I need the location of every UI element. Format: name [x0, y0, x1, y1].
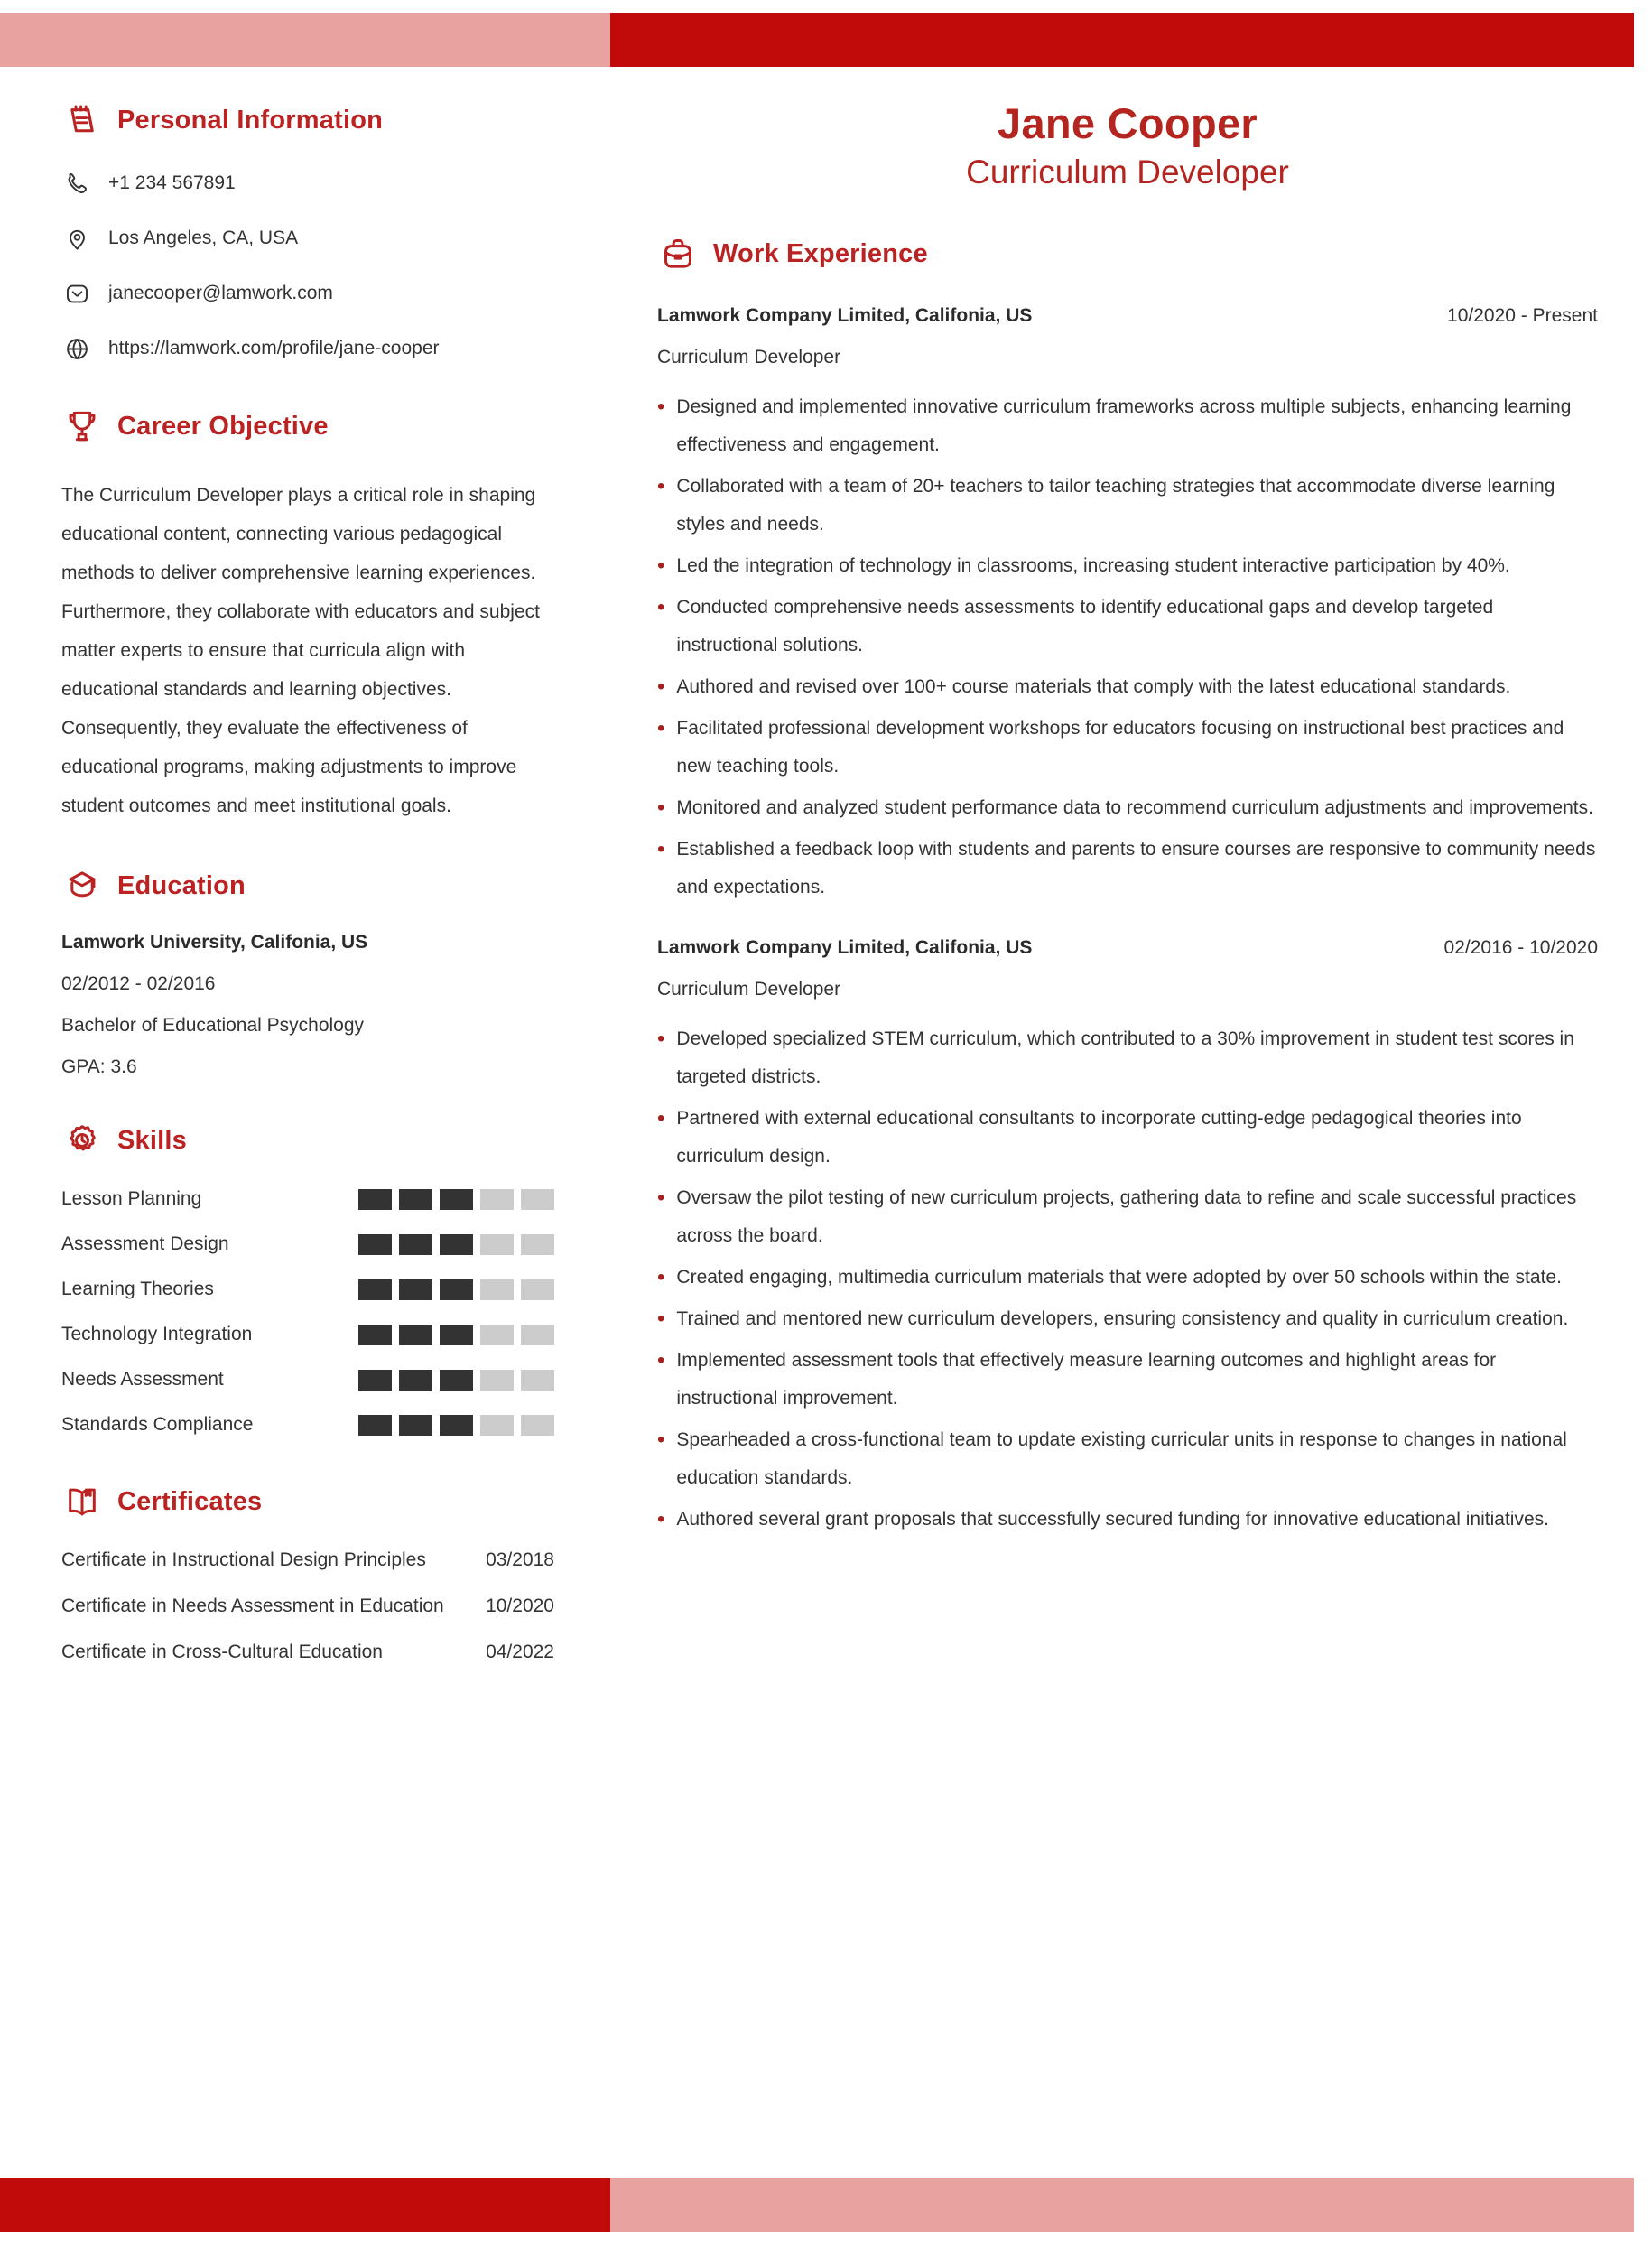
skill-level-meter: [358, 1370, 554, 1391]
gear-icon: [61, 1120, 103, 1161]
bottom-bar-pink-segment: [610, 2178, 1634, 2232]
contact-row-email: [61, 278, 554, 309]
job-bullet: [657, 789, 1598, 827]
skills-heading: [61, 1120, 554, 1161]
section-personal-information: [61, 99, 554, 364]
globe-icon: [61, 333, 92, 364]
person-name: Jane Cooper: [998, 99, 1258, 147]
skill-level-meter: [358, 1189, 554, 1210]
section-skills: [61, 1120, 554, 1436]
career-objective-heading: [61, 405, 554, 447]
skills-title: Skills: [117, 1125, 187, 1155]
job-role: Curriculum Developer: [657, 979, 841, 1000]
certificate-date: 04/2022: [486, 1642, 554, 1663]
skill-level-meter: [358, 1325, 554, 1345]
certificate-name: Certificate in Needs Assessment in Education: [61, 1595, 444, 1617]
job-bullet-text: Established a feedback loop with students and parents to ensure courses are responsive to community needs and expectations.: [676, 839, 1596, 898]
skill-block-filled: [399, 1189, 432, 1210]
skill-block-filled: [358, 1370, 392, 1391]
resume-body: [0, 99, 1652, 1688]
bullet-dot-icon: •: [657, 795, 665, 821]
skill-row: [61, 1324, 554, 1345]
education-dates: 02/2012 - 02/2016: [61, 973, 216, 995]
skill-block-filled: [440, 1234, 473, 1255]
job-bullet-text: Designed and implemented innovative curriculum frameworks across multiple subjects, enhancing learning effectiveness and engagement.: [676, 396, 1572, 456]
contact-row-location: [61, 223, 554, 254]
skill-row: [61, 1414, 554, 1436]
briefcase-icon: [657, 233, 699, 274]
contact-phone-value: +1 234 567891: [108, 172, 236, 194]
skill-block-empty: [521, 1325, 554, 1345]
skill-block-filled: [399, 1279, 432, 1300]
bottom-bar-red-segment: [0, 2178, 610, 2232]
job-bullet-list: [657, 1020, 1598, 1539]
skill-block-filled: [440, 1325, 473, 1345]
job-bullet: [657, 1501, 1598, 1539]
bullet-dot-icon: •: [657, 1106, 665, 1131]
career-objective-title: Career Objective: [117, 411, 329, 441]
skill-name: Lesson Planning: [61, 1188, 202, 1210]
job-bullet: [657, 1300, 1598, 1338]
skill-block-empty: [521, 1234, 554, 1255]
skill-block-filled: [440, 1370, 473, 1391]
skill-block-filled: [358, 1234, 392, 1255]
bullet-dot-icon: •: [657, 837, 665, 862]
skill-block-filled: [399, 1415, 432, 1436]
education-degree: Bachelor of Educational Psychology: [61, 1015, 365, 1037]
skill-block-filled: [358, 1415, 392, 1436]
skill-block-filled: [399, 1370, 432, 1391]
job-bullet-list: [657, 388, 1598, 907]
job-role: Curriculum Developer: [657, 347, 841, 368]
job-header: [657, 305, 1598, 327]
job-bullet-text: Authored and revised over 100+ course materials that comply with the latest educational standards.: [676, 676, 1511, 698]
job-bullet-text: Implemented assessment tools that effectively measure learning outcomes and highlight areas for instructional improvement.: [676, 1350, 1497, 1409]
skill-list: [61, 1188, 554, 1436]
skill-block-filled: [440, 1189, 473, 1210]
bullet-dot-icon: •: [657, 1027, 665, 1052]
skill-block-empty: [521, 1189, 554, 1210]
skill-row: [61, 1279, 554, 1300]
bullet-dot-icon: •: [657, 1428, 665, 1453]
certificate-list: [61, 1549, 554, 1663]
skill-block-empty: [480, 1234, 514, 1255]
job-bullet: [657, 468, 1598, 544]
graduation-cap-icon: [61, 865, 103, 907]
certificate-name: Certificate in Cross-Cultural Education: [61, 1642, 383, 1663]
job-dates: 02/2016 - 10/2020: [1443, 937, 1598, 959]
bullet-dot-icon: •: [657, 553, 665, 579]
skill-block-filled: [399, 1234, 432, 1255]
job-bullet-text: Conducted comprehensive needs assessments to identify educational gaps and develop targeted instructional solutions.: [676, 597, 1494, 656]
job-bullet: [657, 831, 1598, 907]
skill-level-meter: [358, 1279, 554, 1300]
skill-level-meter: [358, 1415, 554, 1436]
skill-name: Assessment Design: [61, 1233, 229, 1255]
bottom-decorative-bar: [0, 2178, 1634, 2232]
work-experience-title: Work Experience: [713, 238, 928, 268]
certificates-title: Certificates: [117, 1486, 263, 1516]
skill-block-empty: [480, 1415, 514, 1436]
certificates-heading: [61, 1481, 554, 1522]
skill-row: [61, 1369, 554, 1391]
job-bullet: [657, 710, 1598, 786]
skill-block-filled: [399, 1325, 432, 1345]
skill-block-empty: [480, 1279, 514, 1300]
job-bullet: [657, 388, 1598, 464]
person-role: Curriculum Developer: [966, 153, 1289, 191]
bullet-dot-icon: •: [657, 474, 665, 499]
top-decorative-bar: [0, 13, 1634, 67]
certificate-date: 03/2018: [486, 1549, 554, 1571]
job-bullet: [657, 1421, 1598, 1497]
job-bullet-text: Trained and mentored new curriculum developers, ensuring consistency and quality in curriculum creation.: [676, 1308, 1569, 1330]
skill-block-filled: [440, 1279, 473, 1300]
section-work-experience: [657, 233, 1598, 1539]
personal-information-title: Personal Information: [117, 105, 384, 135]
skill-block-filled: [358, 1325, 392, 1345]
job-header: [657, 937, 1598, 959]
skill-row: [61, 1233, 554, 1255]
certificate-row: [61, 1549, 554, 1571]
job-dates: 10/2020 - Present: [1447, 305, 1598, 327]
job-bullet-text: Facilitated professional development workshops for educators focusing on instructional best practices and new teaching tools.: [676, 718, 1564, 777]
education-title: Education: [117, 870, 246, 900]
job-bullet: [657, 1100, 1598, 1176]
job-bullet-text: Oversaw the pilot testing of new curriculum projects, gathering data to refine and scale successful practices across the board.: [676, 1187, 1577, 1247]
top-bar-red-segment: [610, 13, 1634, 67]
job-bullet: [657, 589, 1598, 665]
skill-name: Standards Compliance: [61, 1414, 254, 1436]
bullet-dot-icon: •: [657, 1348, 665, 1373]
job-company: Lamwork Company Limited, Califonia, US: [657, 305, 1033, 327]
skill-level-meter: [358, 1234, 554, 1255]
job-entry: [657, 305, 1598, 907]
education-entry: [61, 932, 554, 1078]
skill-block-filled: [440, 1415, 473, 1436]
contact-row-website: [61, 333, 554, 364]
skill-name: Technology Integration: [61, 1324, 253, 1345]
section-career-objective: [61, 405, 554, 825]
certificate-row: [61, 1595, 554, 1617]
education-gpa: GPA: 3.6: [61, 1056, 137, 1078]
job-bullet: [657, 1342, 1598, 1418]
certificate-date: 10/2020: [486, 1595, 554, 1617]
location-icon: [61, 223, 92, 254]
skill-block-filled: [358, 1189, 392, 1210]
book-icon: [61, 1481, 103, 1522]
top-bar-pink-segment: [0, 13, 610, 67]
name-block: [657, 99, 1598, 193]
job-bullet-text: Developed specialized STEM curriculum, which contributed to a 30% improvement in student test scores in targeted districts.: [676, 1028, 1574, 1088]
work-experience-heading: [657, 233, 1598, 274]
bullet-dot-icon: •: [657, 1265, 665, 1290]
contact-location-value: Los Angeles, CA, USA: [108, 228, 299, 249]
skill-block-empty: [480, 1325, 514, 1345]
job-list: [657, 305, 1598, 1539]
skill-name: Needs Assessment: [61, 1369, 224, 1391]
skill-block-empty: [521, 1370, 554, 1391]
job-bullet: [657, 1259, 1598, 1297]
job-bullet-text: Monitored and analyzed student performance data to recommend curriculum adjustments and improvements.: [676, 797, 1593, 819]
bullet-dot-icon: •: [657, 1507, 665, 1532]
job-bullet-text: Spearheaded a cross-functional team to update existing curricular units in response to changes in national education standards.: [676, 1429, 1567, 1489]
skill-name: Learning Theories: [61, 1279, 214, 1300]
bullet-dot-icon: •: [657, 716, 665, 741]
skill-block-empty: [521, 1415, 554, 1436]
trophy-icon: [61, 405, 103, 447]
phone-icon: [61, 168, 92, 199]
job-bullet-text: Led the integration of technology in classrooms, increasing student interactive participation by 40%.: [676, 555, 1510, 577]
bullet-dot-icon: •: [657, 595, 665, 620]
education-heading: [61, 865, 554, 907]
certificate-row: [61, 1642, 554, 1663]
job-bullet: [657, 668, 1598, 706]
bullet-dot-icon: •: [657, 674, 665, 700]
skill-block-empty: [521, 1279, 554, 1300]
contact-email-value: janecooper@lamwork.com: [108, 283, 333, 304]
skill-block-empty: [480, 1370, 514, 1391]
education-school: Lamwork University, Califonia, US: [61, 932, 368, 953]
bullet-dot-icon: •: [657, 395, 665, 420]
skill-block-empty: [480, 1189, 514, 1210]
left-column: [0, 99, 610, 1688]
section-certificates: [61, 1481, 554, 1663]
job-bullet-text: Partnered with external educational consultants to incorporate cutting-edge pedagogical theories into curriculum design.: [676, 1108, 1522, 1167]
bullet-dot-icon: •: [657, 1186, 665, 1211]
job-bullet-text: Authored several grant proposals that successfully secured funding for innovative educational initiatives.: [676, 1509, 1549, 1530]
job-bullet: [657, 547, 1598, 585]
clipboard-icon: [61, 99, 103, 141]
skill-row: [61, 1188, 554, 1210]
email-icon: [61, 278, 92, 309]
career-objective-text: The Curriculum Developer plays a critical role in shaping educational content, connecting various pedagogical methods to deliver comprehensive learning experiences. Furthermore, they collaborate with educators and subject matter experts to ensure that curricula align with educational standards and learning objectives. Consequently, they evaluate the effectiveness of educational programs, making adjustments to improve student outcomes and meet institutional goals.: [61, 485, 540, 817]
contact-website-value: https://lamwork.com/profile/jane-cooper: [108, 338, 440, 359]
personal-information-heading: [61, 99, 554, 141]
job-entry: [657, 937, 1598, 1539]
job-bullet: [657, 1179, 1598, 1255]
right-column: [610, 99, 1652, 1542]
section-education: [61, 865, 554, 1078]
contact-list: [61, 168, 554, 364]
skill-block-filled: [358, 1279, 392, 1300]
contact-row-phone: [61, 168, 554, 199]
job-company: Lamwork Company Limited, Califonia, US: [657, 937, 1033, 959]
bullet-dot-icon: •: [657, 1307, 665, 1332]
job-bullet-text: Collaborated with a team of 20+ teachers to tailor teaching strategies that accommodate diverse learning styles and needs.: [676, 476, 1555, 535]
job-bullet: [657, 1020, 1598, 1096]
job-bullet-text: Created engaging, multimedia curriculum materials that were adopted by over 50 schools within the state.: [676, 1267, 1562, 1288]
certificate-name: Certificate in Instructional Design Principles: [61, 1549, 426, 1571]
